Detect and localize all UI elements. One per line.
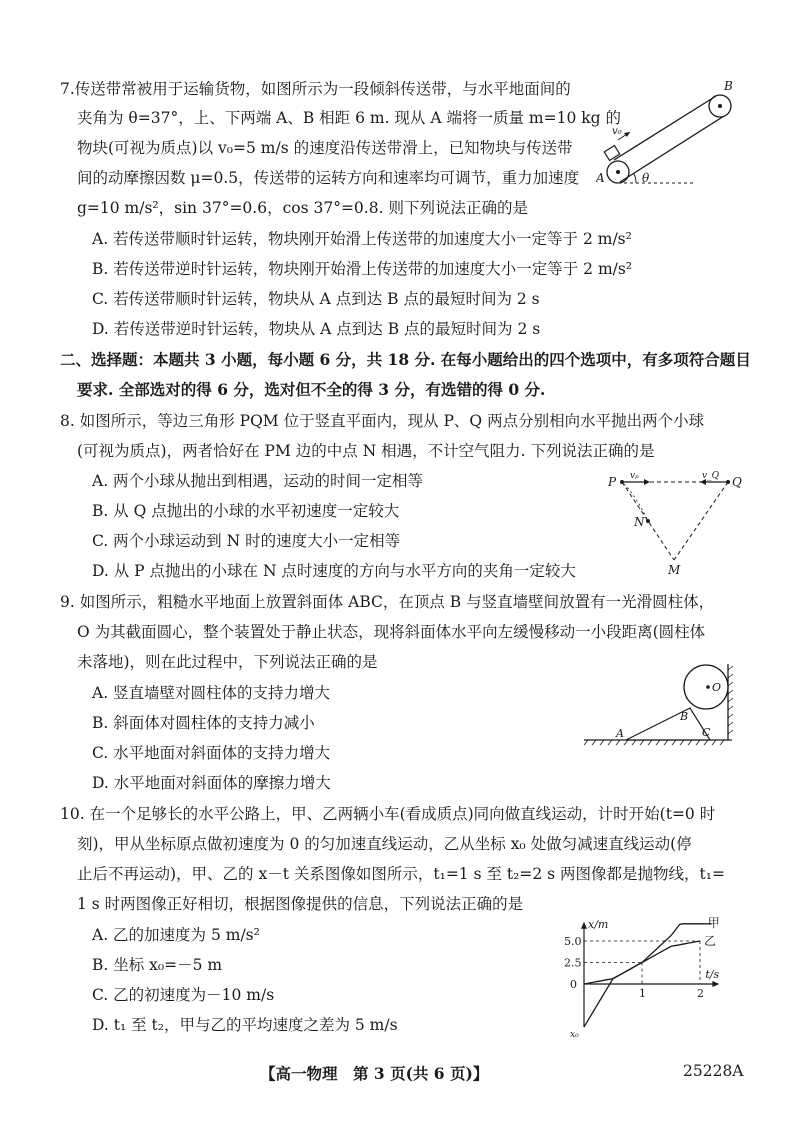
- q10-option-c: C. 乙的初速度为－10 m/s: [92, 986, 275, 1004]
- q9-option-a: A. 竖直墙壁对圆柱体的支持力增大: [92, 684, 331, 702]
- q9-line-2: O 为其截面圆心，整个装置处于静止状态，现将斜面体水平向左缓慢移动一小段距离(圆柱体: [77, 623, 706, 641]
- q8-line-1: 8. 如图所示，等边三角形 PQM 位于竖直平面内，现从 P、Q 两点分别相向水平抛出两个小球: [60, 412, 705, 430]
- q10-line-4: 1 s 时两图像正好相切，根据图像提供的信息，下列说法正确的是: [77, 895, 524, 913]
- label-b: B: [680, 710, 689, 723]
- label-a: A: [596, 171, 605, 185]
- q8-option-b: B. 从 Q 点抛出的小球的水平初速度一定较大: [92, 502, 400, 520]
- q7-line-4: 间的动摩擦因数 μ=0.5，传送带的运转方向和速率均可调节，重力加速度: [77, 169, 580, 187]
- label-vp: vₚ: [630, 471, 639, 481]
- center-o: [706, 685, 710, 689]
- ground-hatching: [584, 740, 724, 745]
- x-axis-arrowhead: [712, 981, 719, 987]
- lower-pulley-axle: [616, 170, 620, 174]
- q9-option-d: D. 水平地面对斜面体的摩擦力增大: [92, 774, 331, 792]
- q10-option-b: B. 坐标 x₀=－5 m: [92, 956, 223, 974]
- q9-option-c: C. 水平地面对斜面体的支持力增大: [92, 744, 331, 762]
- q10-line-2: 刻)，甲从坐标原点做初速度为 0 的匀加速直线运动，乙从坐标 x₀ 处做匀减速直线运动(停: [77, 835, 692, 853]
- y-axis-label: x/m: [588, 917, 609, 931]
- q7-option-a: A. 若传送带顺时针运转，物块刚开始滑上传送带的加速度大小一定等于 2 m/s²: [92, 230, 632, 248]
- exam-code: 25228A: [683, 1062, 744, 1080]
- q9-option-b: B. 斜面体对圆柱体的支持力减小: [92, 714, 315, 732]
- q10-option-a: A. 乙的加速度为 5 m/s²: [92, 926, 260, 944]
- belt-top-edge: [614, 96, 716, 160]
- cylinder: [684, 665, 728, 709]
- q7-option-c: C. 若传送带顺时针运转，物块从 A 点到达 B 点的最短时间为 2 s: [92, 290, 540, 308]
- q10-line-3: 止后不再运动)，甲、乙的 x－t 关系图像如图所示，t₁=1 s 至 t₂=2 s 两图像都是抛物线，t₁=: [77, 865, 725, 883]
- label-vq: v_Q: [702, 471, 719, 481]
- x-tick-2: 2: [697, 987, 704, 1000]
- q8-line-2: (可视为质点)，两者恰好在 PM 边的中点 N 相遇，不计空气阻力. 下列说法正确的是: [77, 442, 655, 460]
- label-a: A: [616, 727, 624, 740]
- y-extra-x0: x₀: [570, 1030, 579, 1038]
- label-c: C: [702, 726, 711, 739]
- conveyor-figure: [596, 78, 746, 193]
- section-2-line-1: 二、选择题：本题共 3 小题，每小题 6 分，共 18 分. 在每小题给出的四个选项中，有多项符合题目: [60, 350, 751, 369]
- incline-abc: [626, 708, 710, 740]
- incline-cylinder-figure: [582, 660, 742, 750]
- x-tick-0: 0: [570, 978, 577, 991]
- chart-axes: [581, 922, 719, 1027]
- label-v0: v₀: [612, 126, 622, 137]
- upper-pulley-axle: [718, 104, 722, 108]
- x-tick-1: 1: [639, 987, 646, 1000]
- point-n: [646, 519, 650, 523]
- point-q: [726, 480, 730, 484]
- wall-hatching: [728, 666, 733, 734]
- page-footer: 【高一物理 第 3 页(共 6 页)】: [260, 1064, 489, 1083]
- belt-bottom-edge: [620, 116, 724, 182]
- q8-option-a: A. 两个小球从抛出到相遇，运动的时间一定相等: [92, 472, 424, 490]
- triangle-figure: [606, 468, 746, 578]
- q10-option-d: D. t₁ 至 t₂，甲与乙的平均速度之差为 5 m/s: [92, 1016, 398, 1034]
- q9-line-3: 未落地)，则在此过程中，下列说法正确的是: [77, 653, 378, 671]
- y-axis-arrowhead: [581, 922, 587, 929]
- series-line-jia: [584, 924, 712, 984]
- vp-arrowhead: [644, 479, 650, 485]
- q8-option-c: C. 两个小球运动到 N 时的速度大小一定相等: [92, 532, 401, 550]
- series-label-jia: 甲: [707, 916, 720, 931]
- chart-series: [584, 924, 712, 1027]
- point-p: [620, 480, 624, 484]
- label-q: Q: [732, 475, 742, 489]
- label-theta: θ: [642, 171, 650, 185]
- section-2-line-2: 要求. 全部选对的得 6 分，选对但不全的得 3 分，有选错的得 0 分.: [77, 380, 546, 399]
- xt-chart: [562, 898, 742, 1038]
- q10-line-1: 10. 在一个足够长的水平公路上，甲、乙两辆小车(看成质点)同向做直线运动，计时开始(t=0 时: [60, 805, 716, 823]
- q8-option-d: D. 从 P 点抛出的小球在 N 点时速度的方向与水平方向的夹角一定较大: [92, 562, 576, 580]
- edge-qm: [674, 482, 728, 560]
- q7-line-3: 物块(可视为质点)以 v₀=5 m/s 的速度沿传送带滑上，已知物块与传送带: [77, 139, 573, 157]
- label-p: P: [608, 475, 617, 489]
- label-o: O: [712, 681, 722, 694]
- velocity-arrowhead: [624, 132, 630, 137]
- x-axis-label: t/s: [705, 968, 720, 981]
- q7-option-b: B. 若传送带逆时针运转，物块刚开始滑上传送带的加速度大小一定等于 2 m/s²: [92, 260, 633, 278]
- label-b: B: [724, 79, 733, 93]
- q9-line-1: 9. 如图所示，粗糙水平地面上放置斜面体 ABC，在顶点 B 与竖直墙壁间放置有一光滑圆柱体，: [60, 593, 715, 611]
- label-m: M: [668, 563, 681, 577]
- angle-arc: [634, 174, 636, 183]
- series-label-yi: 乙: [704, 934, 717, 948]
- q7-line-1: 7.传送带常被用于运输货物，如图所示为一段倾斜传送带，与水平地面间的: [60, 80, 571, 98]
- y-tick-5-0: 5.0: [564, 935, 582, 948]
- y-tick-2-5: 2.5: [564, 956, 582, 970]
- q7-option-d: D. 若传送带逆时针运转，物块从 A 点到达 B 点的最短时间为 2 s: [92, 320, 541, 338]
- label-n: N: [634, 515, 645, 529]
- q7-line-5: g=10 m/s²，sin 37°=0.6，cos 37°=0.8. 则下列说法正确的是: [77, 199, 528, 217]
- q7-line-2: 夹角为 θ=37°，上、下两端 A、B 相距 6 m. 现从 A 端将一质量 m=10 kg 的: [77, 109, 621, 127]
